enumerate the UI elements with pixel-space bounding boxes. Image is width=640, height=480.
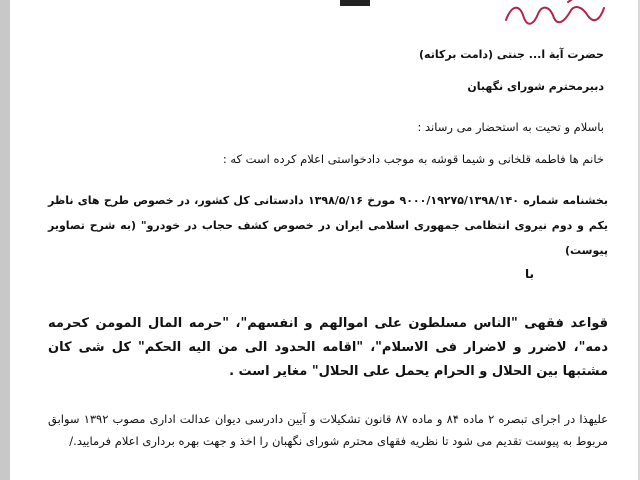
greeting-line: باسلام و تحیت به استحضار می رساند :	[417, 120, 604, 134]
addressee-line-1: حضرت آیة ا... جنتی (دامت برکاته)	[419, 48, 604, 61]
document-page	[10, 0, 638, 480]
intro-line: خانم ها فاطمه قلخانی و شیما قوشه به موجب دادخواستی اعلام کرده است که :	[222, 152, 604, 166]
jurisprudence-rules-paragraph: قواعد فقهی "الناس مسلطون علی اموالهم و انفسهم"، "حرمه المال المومن کحرمه دمه"، لاضرر و لاضرار فی الاسلام"، "اقامه الحدود الی من الیه الحکم" کل شی کان مشتبها بین الحلال و الحرام یحمل علی الحلال" مغایر است .	[48, 316, 608, 379]
letterhead-mark	[340, 0, 370, 6]
request-paragraph: علیهذا در اجرای تبصره ۲ ماده ۸۴ و ماده ۸۷ قانون تشکیلات و آیین دادرسی دیوان عدالت اداری مصوب ۱۳۹۲ سوابق مربوط به پیوست تقدیم می شود تا نظریه فقهای محترم شورای نگهبان را اخذ و جهت بهره برداری اعلام فرمایید./	[48, 412, 609, 448]
circular-paragraph: بخشنامه شماره ۹۰۰۰/۱۹۲۷۵/۱۳۹۸/۱۴۰ مورخ ۱۳۹۸/۵/۱۶ دادستانی کل کشور، در خصوص طرح های ناظر یکم و دوم نیروی انتظامی جمهوری اسلامی ایران در خصوص کشف حجاب در خودرو" (به شرح تصاویر پیوست)	[48, 194, 608, 257]
signature-scribble	[498, 0, 608, 30]
addressee-line-2: دبیرمحترم شورای نگهبان	[467, 80, 604, 93]
with-word: با	[524, 267, 534, 281]
viewer-background	[0, 0, 10, 480]
